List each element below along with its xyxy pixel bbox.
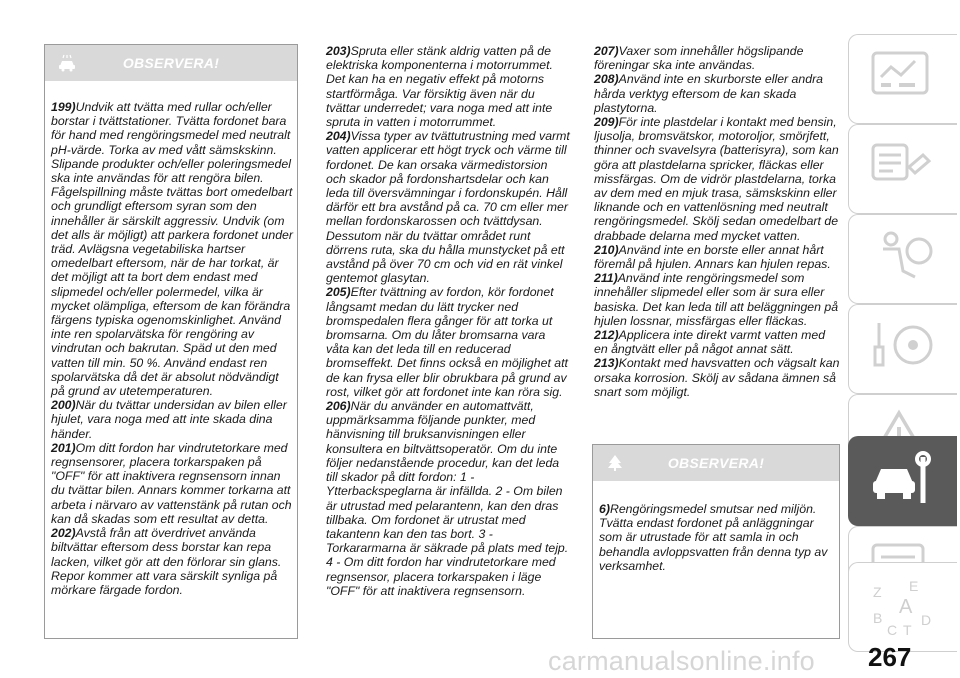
note-item [594, 72, 840, 115]
right-column [594, 44, 840, 399]
observe-box-1-title: OBSERVERA! [122, 55, 220, 71]
tab-starting-driving[interactable] [848, 304, 957, 394]
note-text: Undvik att tvätta med rullar och/eller borstar i tvättstationer. Tvätta fordonet bara för hand med rengöringsmedel med neutralt pH-värde. Torka av med vått sämskskinn. Slipande produkter och/eller poleringsmedel ska inte användas för att rengöra bilen. Fågelspillning måste tvättas bort omedelbart och grundligt eftersom syran som den innehåller är särskilt aggressiv. Undvik (om det alls är möjligt) att parkera fordonet under träd. Avlägsna vegetabiliska hartser omedelbart eftersom, när de har torkat, är det möjligt att ta bort dem endast med slipmedel och/eller polermedel, vilka är mycket olämpliga, eftersom de kan förändra färgens typiska ogenomskinlighet. Använd inte ren spolarvätska för rengöring av vindrutan och bakrutan. Späd ut den med vatten till min. 50 %. Använd endast ren spolarvätska då det är absolut nödvändigt på grund av utetemperaturen. [51, 100, 293, 399]
observe-box-2 [592, 444, 840, 639]
steering-key-icon [869, 317, 939, 381]
note-text: Kontakt med havsvatten och vägsalt kan orsaka korrosion. Skölj av sådana ämnen så snart som möjligt. [594, 356, 840, 399]
note-number: 199) [51, 100, 76, 114]
observe-box-1-header [45, 45, 297, 81]
dashboard-icon [869, 47, 939, 111]
middle-column [326, 44, 570, 598]
note-item [326, 129, 570, 285]
note-number: 213) [594, 356, 619, 371]
note-item [594, 115, 840, 243]
note-text: Spruta eller stänk aldrig vatten på de elektriska komponenterna i motorrummet. Det kan ha en negativ effekt på motorns startförmåga. Var försiktig även när du tvättar underredet; vara noga med att inte spruta in vatten i motorrummet. [326, 44, 553, 130]
page-number: 267 [868, 642, 912, 672]
note-item [594, 328, 840, 356]
note-text: Använd inte en borste eller annat hårt föremål på hjulen. Annars kan hjulen repas. [594, 242, 831, 272]
note-number: 210) [594, 242, 619, 257]
note-item [51, 526, 293, 597]
note-item [594, 44, 840, 72]
index-letter-t: T [903, 622, 912, 638]
observe-box-1 [44, 44, 298, 639]
note-number: 201) [51, 440, 76, 455]
tab-lights[interactable] [848, 124, 957, 214]
note-item [594, 243, 840, 271]
tab-index[interactable] [848, 562, 957, 652]
note-item [51, 100, 293, 398]
note-text: Använd inte rengöringsmedel som innehåller slipmedel eller som är sura eller basiska. Det kan leda till att beläggningen på hjulen lossnar, missfärgas eller fläckas. [594, 271, 839, 328]
index-letter-z: Z [873, 584, 882, 600]
note-number: 212) [594, 328, 619, 343]
observe-box-2-header [593, 445, 839, 481]
note-item [594, 271, 840, 328]
note-item [599, 502, 835, 573]
note-number: 204) [326, 129, 351, 144]
airbag-seat-icon [869, 227, 939, 291]
tab-service-maintenance[interactable] [848, 436, 957, 526]
note-number: 200) [51, 398, 76, 413]
observe-box-2-body [599, 502, 835, 573]
observe-box-1-body [51, 100, 293, 597]
index-letter-a: A [899, 596, 913, 618]
note-text: Applicera inte direkt varmt vatten med en ångtvätt eller på något annat sätt. [594, 328, 826, 357]
index-letter-d: D [921, 612, 932, 628]
note-item [326, 44, 570, 129]
index-letter-e: E [909, 578, 919, 594]
tab-safety[interactable] [848, 214, 957, 304]
note-item [326, 399, 570, 598]
index-letter-b: B [873, 610, 883, 626]
note-text: För inte plastdelar i kontakt med bensin, ljusolja, bromsvätskor, motoroljor, smörjfett, thinner och svavelsyra (batterisyra), som kan göra att plastdelarna spricker, fläckas eller missfärgas. Om de vidrör plastdelarna, torka av dem med en mjuk trasa, sämskskinn eller liknande och en vattenlösning med neutralt rengöringsmedel. Skölj sedan omedelbart de drabbade delarna med mycket vatten. [594, 115, 839, 243]
note-text: Efter tvättning av fordon, kör fordonet långsamt medan du lätt trycker ned bromspedalen flera gånger för att torka ut bromsarna. Om du låter bromsarna vara våta kan det leda till en reducerad bromseffekt. Det finns också en möjlighet att de kan frysa eller blir obrukbara på grund av rost, vilket gör att fordonet inte kan röra sig. [326, 285, 568, 399]
note-number: 211) [594, 271, 618, 286]
note-number: 209) [594, 115, 619, 130]
note-number: 203) [326, 44, 351, 58]
note-text: Rengöringsmedel smutsar ned miljön. Tvätta endast fordonet på anläggningar som är utrustade för att samla in och behandla avloppsvatten från denna typ av verksamhet. [599, 502, 828, 573]
note-number: 205) [326, 285, 351, 300]
car-lights-icon [869, 137, 939, 201]
index-letters-icon [869, 575, 939, 639]
note-text: Avstå från att överdrivet använda biltvättar eftersom dess borstar kan repa lacken, vilket gör att den förlorar sin glans. Repor kommer att vara särskilt synliga på mörkare färgade fordon. [51, 526, 282, 597]
note-number: 207) [594, 44, 619, 58]
note-item [51, 441, 293, 526]
tab-dashboard[interactable] [848, 34, 957, 124]
note-text: När du använder en automattvätt, uppmärksamma följande punkter, med hänvisning till bruksanvisningen eller konsultera en biltvättsoperatör. Om du inte följer nedanstående procedur, kan det leda till skador på ditt fordon: 1 - Ytterbackspeglarna är infällda. 2 - Om bilen är utrustad med pelarantenn, kan den dras tillbaka. Om fordonet är utrustat med takantenn kan den tas bort. 3 - Torkararmarna är säkrade på plats med tejp. 4 - Om ditt fordon har vindrutetorkare med regnsensor, placera torkarspaken i läge "OFF" för att inaktivera regnsensorn. [326, 399, 569, 598]
note-item [594, 356, 840, 399]
watermark: carmanualsonline.info [548, 646, 815, 676]
note-number: 6) [599, 502, 610, 516]
note-number: 202) [51, 526, 76, 541]
note-text: Vissa typer av tvättutrustning med varmt vatten applicerar ett högt tryck och värme till fordonet. De kan orsaka värmedistorsion och skador på fordonshartsdelar och kan leda till översvämningar i fordonskupén. Håll därför ett bra avstånd på ca. 70 cm eller mer mellan fordonskarossen och tvättdysan. Dessutom när du tvättar området runt dörrens ruta, ska du hålla munstycket på ett avstånd på över 70 cm och vid en rät vinkel gentemot glasytan. [326, 129, 570, 286]
note-text: Om ditt fordon har vindrutetorkare med regnsensorer, placera torkarspaken på "OFF" för att inaktivera regnsensorn innan du tvättar bilen. Annars kommer torkarna att arbeta i närvaro av vattenstänk på rutan och kan då skadas som ett resultat av detta. [51, 440, 292, 526]
note-text: Använd inte en skurborste eller andra hårda verktyg eftersom de kan skada plastytorna. [594, 72, 824, 115]
index-letter-c: C [887, 622, 898, 638]
observe-box-2-title: OBSERVERA! [667, 455, 765, 471]
note-number: 208) [594, 72, 619, 87]
car-service-icon [869, 449, 939, 513]
note-item [326, 285, 570, 399]
note-text: När du tvättar undersidan av bilen eller hjulet, vara noga med att inte skada dina händer. [51, 398, 287, 441]
note-text: Vaxer som innehåller högslipande föreningar ska inte användas. [594, 44, 804, 73]
note-number: 206) [326, 399, 351, 414]
note-item [51, 398, 293, 441]
